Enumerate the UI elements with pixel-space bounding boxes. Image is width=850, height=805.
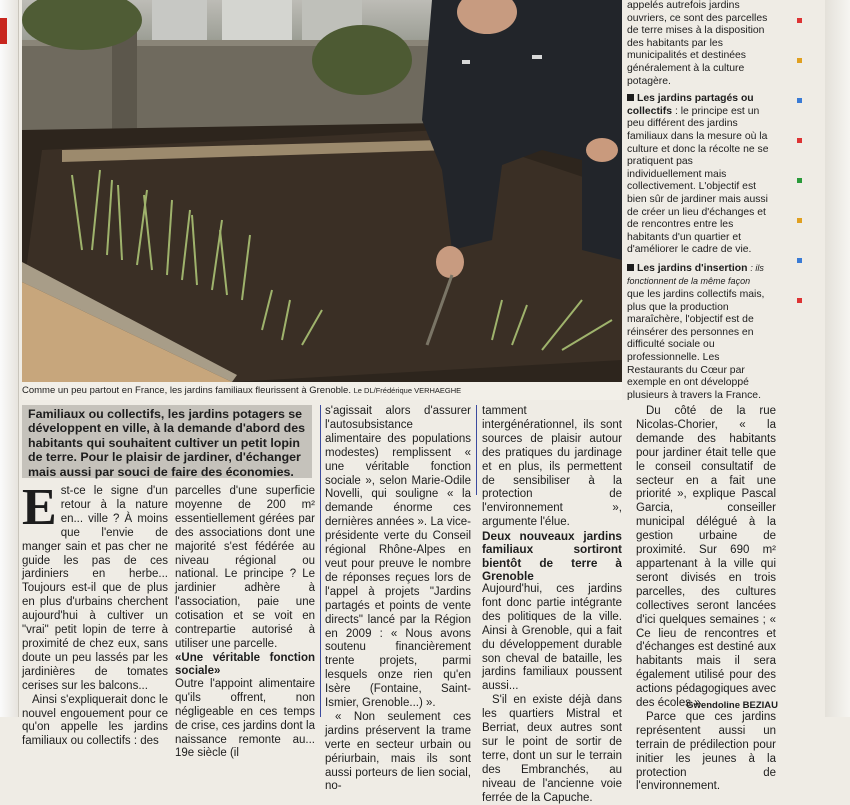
caption-text: Comme un peu partout en France, les jardins familiaux fleurissent à Grenoble. [22, 385, 351, 396]
paragraph: « Non seulement ces jardins préservent la trame verte en secteur urbain ou périurbain, mais ils sont aussi porteurs de lien social, no- [325, 710, 471, 793]
page-edge-strip [825, 0, 850, 717]
red-corner-mark [0, 18, 7, 44]
glossary-item-insertion [627, 262, 769, 403]
column-rule [476, 405, 477, 495]
article-column-1 [22, 479, 168, 749]
glossary-item-partages [627, 93, 769, 257]
paragraph: st-ce le signe d'un retour à la nature en... ville ? À moins que l'envie de manger sain et pas cher ne guide les pas de ces jardiniers en herbe... Toujours est-il que de plus en plus d'urbains cherchent aujourd'hui à cultiver un "vrai" petit lopin de terre à proximité de chez eux, sans doute un peu lassés par les jardinières de tomates cerises sur les balcons... [22, 485, 168, 692]
subheading: «Une véritable fonction sociale» [175, 651, 315, 677]
article-intro: Familiaux ou collectifs, les jardins potagers se développent en ville, à la demande d'abord des habitants qui souhaitent cultiver un petit lopin de terre. Pour le plaisir de jardiner, d'échanger mais aussi par souci de faire des économies. [22, 405, 312, 478]
glossary-term: Les jardins partagés ou collectifs [627, 93, 754, 117]
garden-photo [22, 0, 622, 382]
subheading: Deux nouveaux jardins familiaux sortiront bientôt de terre à Grenoble [482, 529, 622, 583]
article-column-2 [175, 485, 315, 761]
photo-illustration [22, 0, 622, 382]
glossary-column [627, 0, 769, 401]
glossary-definition: que les jardins collectifs mais, plus que la production maraîchère, l'objectif est de réinsérer des personnes en difficulté sociale ou professionnelle. Les Restaurants du Cœur par exemple en ont développé plusieurs à travers la France. [627, 289, 765, 401]
paragraph: Parce que ces jardins représentent aussi un terrain de prédilection pour initier les jeunes à la protection de l'environnement. [636, 710, 776, 793]
paragraph: Outre l'appoint alimentaire qu'ils offrent, non négligeable en ces temps de crise, ces jardins dont la naissance remonte au... 19e siècle (il [175, 677, 315, 760]
glossary-aside: : ils fonctionnent de la même façon [627, 262, 764, 287]
paragraph: Aujourd'hui, ces jardins font donc partie intégrante des politiques de la ville. Ainsi à Grenoble, qui a fait du développement durable son cheval de bataille, les jardins familiaux poussent aussi... [482, 582, 622, 693]
print-registration-marks [797, 18, 805, 318]
paragraph: Du côté de la rue Nicolas-Chorier, « la demande des habitants pour jardiner était telle que le conseil consultatif de secteur en a fait une priorité », explique Pascal Garcia, conseiller municipal délégué à la gestion urbaine de proximité. Sur 690 m² appartenant à la ville qui seront divisés en trois parcelles, des cultures collectives seront lancées d'ici quelques semaines ; « Ce lieu de rencontres et d'échanges est destiné aux habitants mais il sera également utilisé pour des actions pédagogiques avec des écoles ». [636, 405, 776, 710]
square-bullet-icon [627, 264, 634, 271]
paragraph: parcelles d'une superficie moyenne de 200 m² essentiellement gérées par des associations dont une majorité s'est fédérée au niveau régional ou national. Le principe ? Le jardinier adhère à l'association, paie une cotisation et se voit en contrepartie autorisé à utiliser une parcelle. [175, 485, 315, 650]
scan-edge [0, 0, 19, 717]
author-signature: Gwendoline BEZIAU [686, 700, 778, 711]
paragraph: s'agissait alors d'assurer l'autosubsistance alimentaire des populations modestes) remplissent « une véritable fonction sociale », selon Marie-Odile Novelli, qui souligne « la demande énorme ces dernières années ». La vice-présidente verte du Conseil régional Rhône-Alpes en veut pour preuve le nombre de réponses reçues lors de l'appel à projets "Jardins partagés et points de vente directs" lancé par la Région en 2009 : « Nous avons soutenu financièrement trente projets, parmi lesquels onze rien qu'en Isère (Fontaine, Saint-Ismier, Grenoble...) ». [325, 405, 471, 710]
article-column-3 [325, 405, 471, 794]
article-column-4 [482, 405, 622, 805]
glossary-intro: appelés autrefois jardins ouvriers, ce sont des parcelles de terre mises à la disposition des habitants par les municipalités et destinées généralement à la culture potagère. [627, 0, 768, 87]
paragraph: S'il en existe déjà dans les quartiers Mistral et Berriat, deux autres sont sur le point de sortir de terre, dont un sur le terrain des Embranchés, au niveau de l'ancienne voie ferrée de la Capuche. [482, 694, 622, 804]
paragraph: tamment intergénérationnel, ils sont sources de plaisir autour des pratiques du jardinage et en plus, ils permettent de sensibiliser à la protection de l'environnement », argumente l'élue. [482, 405, 622, 529]
article-column-5 [636, 405, 776, 794]
glossary-term: Les jardins d'insertion [637, 262, 748, 274]
square-bullet-icon [627, 94, 634, 101]
drop-cap: E [22, 479, 57, 536]
photo-caption [22, 382, 622, 400]
column-rule [320, 405, 321, 717]
paragraph: Ainsi s'expliquerait donc le nouvel engouement pour ce qu'on appelle les jardins familiaux ou collectifs : des [22, 693, 168, 748]
glossary-definition: : le principe est un peu différent des jardins familiaux dans la mesure où la culture et donc la récolte ne se pratiquent pas individuellement mais collectivement. L'objectif est bien sûr de jardiner mais aussi de créer un lieu d'échanges et de rencontres entre les habitants d'un quartier et d'améliorer le cadre de vie. [627, 105, 769, 256]
photo-credit: Le DL/Frédérique VERHAEGHE [353, 386, 462, 395]
